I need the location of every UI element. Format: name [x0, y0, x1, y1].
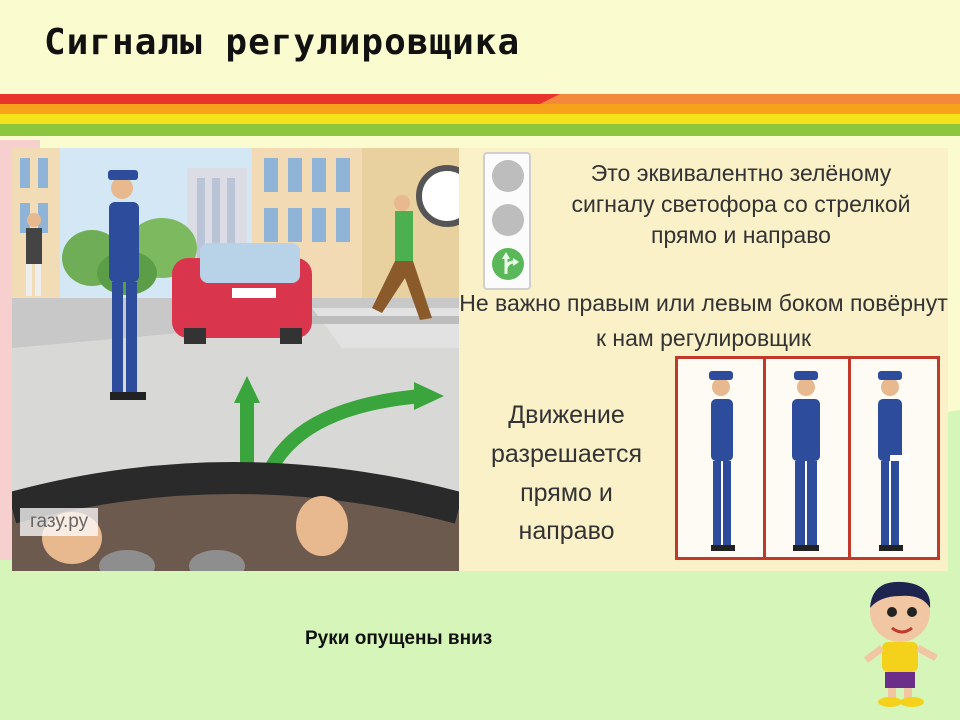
- traffic-light-green-arrow-icon: [492, 248, 524, 280]
- watermark-label: газу.ру: [20, 508, 98, 536]
- officer-poses-frame: [675, 356, 940, 560]
- caption-text: Руки опущены вниз: [305, 628, 493, 649]
- officer-poses-drawing: [678, 359, 937, 557]
- traffic-light-icon: [483, 152, 531, 290]
- traffic-light-lamp-off: [492, 204, 524, 236]
- panel-text-equivalent: Это эквивалентно зелёному сигналу светофора со стрелкой прямо и направо: [571, 160, 911, 249]
- frame-divider: [763, 359, 766, 557]
- panel-text-movement: Движение разрешается прямо и направо: [490, 401, 643, 546]
- page-title: Сигналы регулировщика: [44, 22, 521, 63]
- info-panel: [459, 148, 948, 571]
- boy-mascot-illustration: [852, 578, 952, 708]
- traffic-scene-illustration: [12, 148, 459, 571]
- frame-divider: [848, 359, 851, 557]
- panel-text-orientation: Не важно правым или левым боком повёрнут к нам регулировщик: [459, 290, 948, 351]
- traffic-light-lamp-off: [492, 160, 524, 192]
- color-stripes: [0, 94, 960, 138]
